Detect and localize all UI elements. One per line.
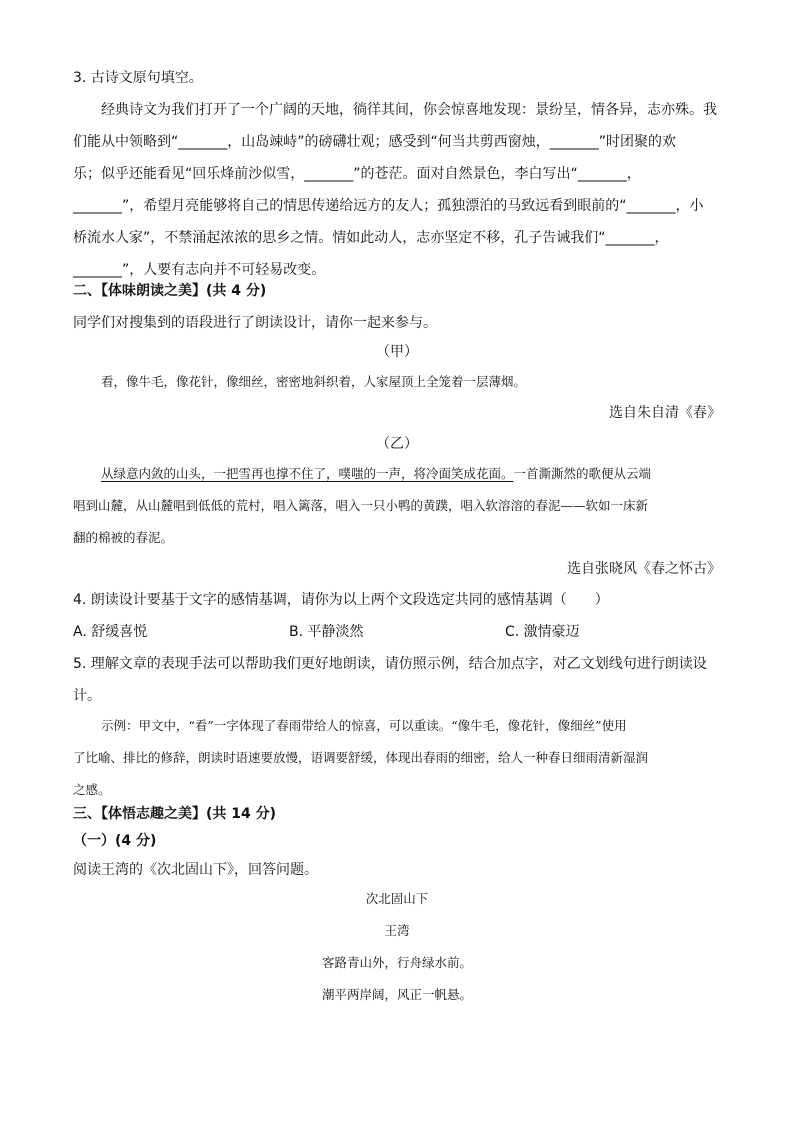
passage-jia-source (73, 397, 721, 429)
question-4-options (73, 616, 721, 648)
poem-line: 潮平两岸阔，风正一帆悬。 (321, 987, 472, 1002)
question-4 (73, 584, 721, 648)
option-a[interactable]: A. 舒缓喜悦 (73, 624, 148, 640)
question-5 (73, 648, 721, 712)
question-4-stem: 4. 朗读设计要基于文字的感情基调，请你为以上两个文段选定共同的感情基调（ ） (73, 592, 609, 608)
passage-label: （乙） (376, 436, 418, 452)
passage-yi-source (73, 553, 721, 585)
question-3-line: 经典诗文为我们打开了一个广阔的天地，徜徉其间，你会惊喜地发现：景纷呈，情各异，志亦殊。我 (101, 102, 717, 118)
example-text: 之感。 (73, 782, 111, 797)
section-intro: 同学们对搜集到的语段进行了朗读设计，请你一起来参与。 (73, 315, 437, 331)
passage-text: 翻的棉被的春泥。 (73, 530, 174, 545)
passage-yi-label (73, 428, 721, 460)
option-b[interactable]: B. 平静淡然 (289, 624, 364, 640)
poem-line: 客路青山外，行舟绿水前。 (321, 955, 472, 970)
example-text: 了比喻、排比的修辞，朗读时语速要放慢，语调要舒缓，体现出春雨的细密，给人一种春日细雨清新湿润 (73, 750, 649, 765)
question-3-line: _______”，希望月亮能够将自己的情思传递给远方的友人；孤独漂泊的马致远看到眼前的“_______，小 (73, 198, 704, 214)
poem-author: 王湾 (384, 923, 410, 938)
passage-yi (73, 458, 721, 554)
question-5-stem: 5. 理解文章的表现手法可以帮助我们更好地朗读，请仿照示例，结合加点字，对乙文划线句进行朗读设 (73, 656, 707, 672)
passage-label: （甲） (376, 344, 418, 360)
question-5-stem: 计。 (73, 688, 101, 704)
underlined-sentence: 从绿意内敛的山头，一把雪再也撑不住了，噗嗤的一声，将冷面笑成花面。 (101, 466, 514, 481)
passage-jia (73, 366, 721, 398)
passage-jia-label (73, 336, 721, 368)
passage-text: 看，像牛毛，像花针，像细丝，密密地斜织着，人家屋顶上全笼着一层薄烟。 (101, 374, 527, 389)
section-2 (73, 275, 721, 339)
passage-text-rest: 一首澌澌然的歌便从云端 (513, 466, 652, 481)
question-3-line: _______”，人要有志向并不可轻易改变。 (73, 262, 326, 278)
passage-text (73, 458, 721, 490)
question-3 (73, 62, 721, 286)
question-3-line: 桥流水人家”，不禁涌起浓浓的思乡之情。情如此动人，志亦坚定不移，孔子告诫我们“_______， (73, 230, 669, 246)
poem-title: 次北固山下 (365, 891, 429, 906)
poem (73, 883, 721, 1011)
subsection-heading: （一）(4 分) (73, 833, 157, 849)
section-heading: 三、【体悟志趣之美】(共 14 分) (73, 806, 277, 822)
example-text: 示例：甲文中，“看”一字体现了春雨带给人的惊喜，可以重读。“像牛毛，像花针，像细丝”使用 (101, 718, 627, 733)
question-3-title: 3. 古诗文原句填空。 (73, 70, 203, 86)
section-heading: 二、【体味朗读之美】(共 4 分) (73, 283, 267, 299)
section-3 (73, 800, 721, 886)
question-3-line: 们能从中领略到“_______，山岛竦峙”的磅礴壮观；感受到“何当共剪西窗烛，_______”时团聚的欢 (73, 134, 677, 150)
passage-source: 选自张晓风《春之怀古》 (567, 561, 721, 577)
passage-text: 唱到山麓，从山麓唱到低低的荒村，唱入篱落，唱入一只小鸭的黄蹼，唱入软溶溶的春泥——软如一床新 (73, 498, 649, 513)
passage-source: 选自朱自清《春》 (609, 405, 721, 421)
section-intro: 阅读王湾的《次北固山下》，回答问题。 (73, 862, 318, 878)
question-3-line: 乐；似乎还能看见“回乐烽前沙似雪，_______”的苍茫。面对自然景色，李白写出“_______， (73, 166, 641, 182)
question-5-example (73, 710, 721, 806)
option-c[interactable]: C. 激情豪迈 (505, 624, 580, 640)
